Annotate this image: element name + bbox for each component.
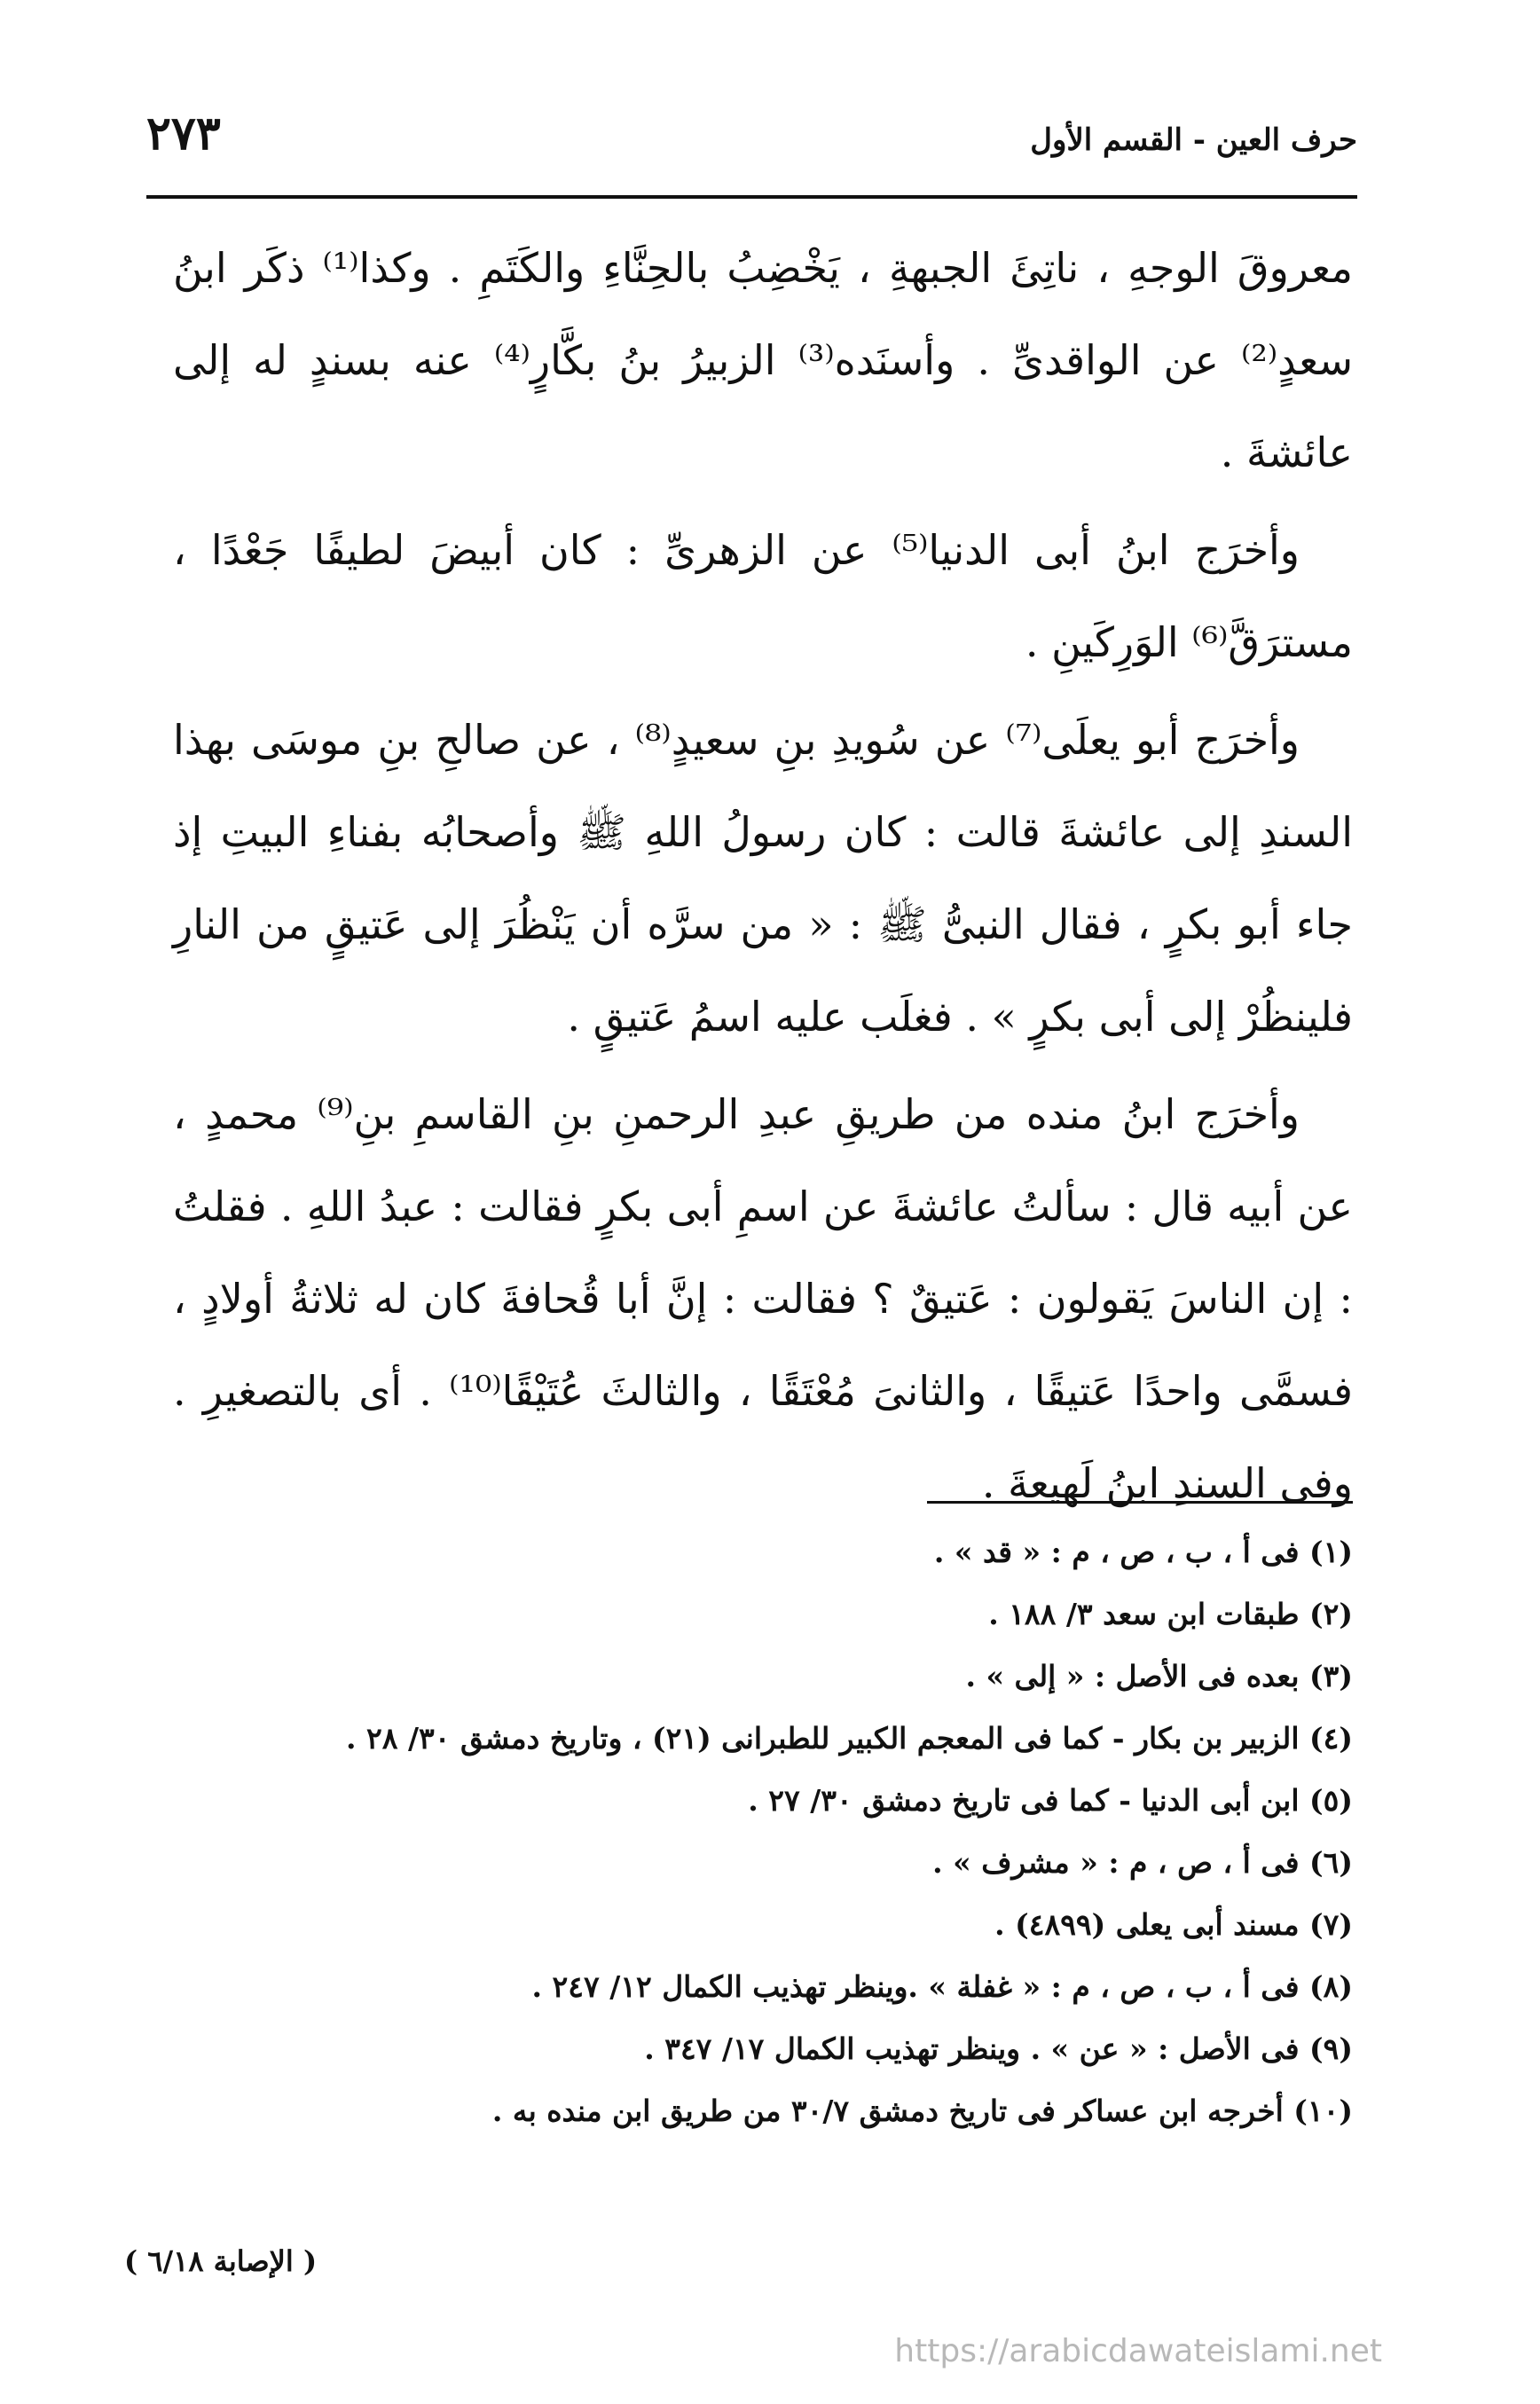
footnote-item: (٩) فى الأصل : « عن » . وينظر تهذيب الكمال ١٧/ ٣٤٧ . (644, 2031, 1353, 2066)
running-head: حرف العين - القسم الأول (1030, 122, 1357, 158)
footnote-item: (٤) الزبير بن بكار - كما فى المعجم الكبير للطبرانى (٢١) ، وتاريخ دمشق ٣٠/ ٢٨ . (346, 1721, 1353, 1756)
source-reference: ( الإصابة ٦/١٨ ) (124, 2244, 318, 2278)
page-header (146, 106, 1357, 186)
footnote-item: (٦) فى أ ، ص ، م : « مشرف » . (932, 1845, 1353, 1880)
footnote-item: (١) فى أ ، ب ، ص ، م : « قد » . (933, 1535, 1353, 1569)
body-paragraph: معروقَ الوجهِ ، ناتِئَ الجبهةِ ، يَخْضِبُ بالحِنَّاءِ والكَتَمِ . وكذا⁽¹⁾ ذكَر ابنُ سعدٍ⁽²⁾ عن الواقدىِّ . وأسنَده⁽³⁾ الزبيرُ بنُ بكَّارٍ⁽⁴⁾ عنه بسندٍ له إلى عائشةَ . (173, 244, 1353, 476)
footnote-item: (٨) فى أ ، ب ، ص ، م : « غفلة » .وينظر تهذيب الكمال ١٢/ ٢٤٧ . (531, 1969, 1353, 2004)
watermark-url: https://arabicdawateislami.net (894, 2333, 1382, 2369)
page-number: ٢٧٣ (146, 106, 221, 161)
footnote-item: (٣) بعده فى الأصل : « إلى » . (965, 1659, 1353, 1693)
footnote-item: (٥) ابن أبى الدنيا - كما فى تاريخ دمشق ٣٠/ ٢٧ . (748, 1783, 1353, 1818)
header-divider (146, 195, 1357, 199)
body-paragraph: وأخرَج ابنُ أبى الدنيا⁽⁵⁾ عن الزهرىِّ : كان أبيضَ لطيفًا جَعْدًا ، مسترَقَّ⁽⁶⁾ الوَرِكَينِ . (173, 526, 1353, 666)
footnote-item: (٢) طبقات ابن سعد ٣/ ١٨٨ . (988, 1597, 1353, 1631)
main-text (173, 222, 1353, 1529)
footnotes-list (146, 1521, 1353, 2142)
body-paragraph: وأخرَج ابنُ منده من طريقِ عبدِ الرحمنِ بنِ القاسمِ بنِ⁽⁹⁾ محمدٍ ، عن أبيه قال : سألتُ عائشةَ عن اسمِ أبى بكرٍ فقالت : عبدُ اللهِ . فقلتُ : إن الناسَ يَقولون : عَتيقٌ ؟ فقالت : إنَّ أبا قُحافةَ كان له ثلاثةُ أولادٍ ، فسمَّى واحدًا عَتيقًا ، والثانىَ مُعْتَقًا ، والثالثَ عُتَيْقًا⁽¹⁰⁾ . أى بالتصغيرِ . وفى السندِ ابنُ لَهيعةَ . (173, 1090, 1353, 1507)
footnote-item: (١٠) أخرجه ابن عساكر فى تاريخ دمشق ٣٠/٧ من طريق ابن منده به . (491, 2094, 1353, 2128)
footnote-divider (927, 1501, 1353, 1504)
body-paragraph: وأخرَج أبو يعلَى⁽⁷⁾ عن سُويدِ بنِ سعيدٍ⁽⁸⁾ ، عن صالحِ بنِ موسَى بهذا السندِ إلى عائشةَ قالت : كان رسولُ اللهِ ﷺ وأصحابُه بفناءِ البيتِ إذ جاء أبو بكرٍ ، فقال النبىُّ ﷺ : « من سرَّه أن يَنْظُرَ إلى عَتيقٍ من النارِ فلينظُرْ إلى أبى بكرٍ » . فغلَب عليه اسمُ عَتيقٍ . (173, 716, 1353, 1041)
footnote-item: (٧) مسند أبى يعلى (٤٨٩٩) . (994, 1907, 1353, 1942)
